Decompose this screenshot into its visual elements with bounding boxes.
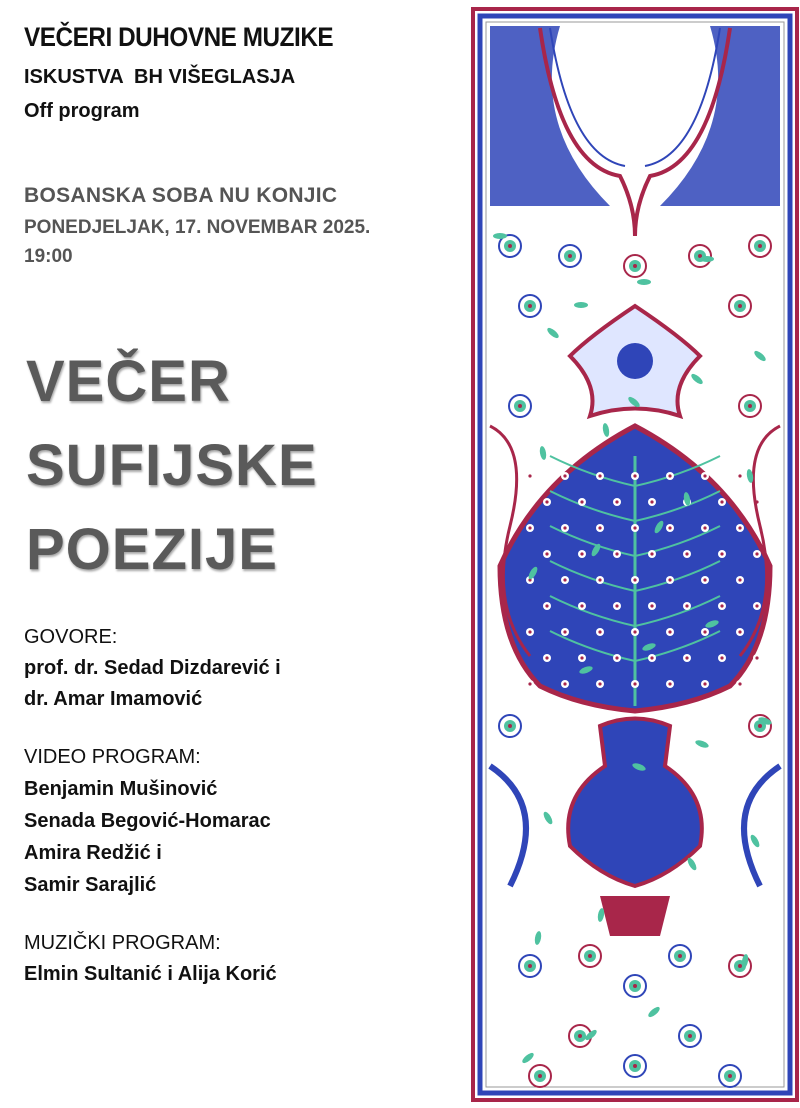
video-contributor: Samir Sarajlić (24, 874, 157, 896)
speaker-name: prof. dr. Sedad Dizdarević i (24, 657, 281, 679)
event-title-line-1: VEČER (26, 349, 231, 414)
video-contributor: Senada Begović-Homarac (24, 810, 271, 832)
event-title-line-3: POEZIJE (26, 517, 278, 582)
poster-text-column (24, 0, 464, 1103)
series-tag: Off program (24, 100, 140, 122)
video-contributor: Amira Redžić i (24, 842, 162, 864)
video-program-label: VIDEO PROGRAM: (24, 746, 201, 768)
event-time: 19:00 (24, 246, 73, 267)
speakers-label: GOVORE: (24, 626, 118, 648)
event-title-line-2: SUFIJSKE (26, 433, 318, 498)
series-title: VEČERI DUHOVNE MUZIKE (24, 22, 334, 52)
video-contributor: Benjamin Mušinović (24, 778, 218, 800)
speaker-name: dr. Amar Imamović (24, 688, 203, 710)
musician-names: Elmin Sultanić i Alija Korić (24, 963, 277, 985)
ornamental-tile-panel (470, 6, 800, 1103)
music-program-label: MUZIČKI PROGRAM: (24, 932, 221, 954)
series-subtitle: ISKUSTVA BH VIŠEGLASJA (24, 66, 296, 88)
floral-ornament-image (470, 6, 800, 1103)
event-date: PONEDJELJAK, 17. NOVEMBAR 2025. (24, 217, 371, 238)
venue: BOSANSKA SOBA NU KONJIC (24, 184, 338, 207)
